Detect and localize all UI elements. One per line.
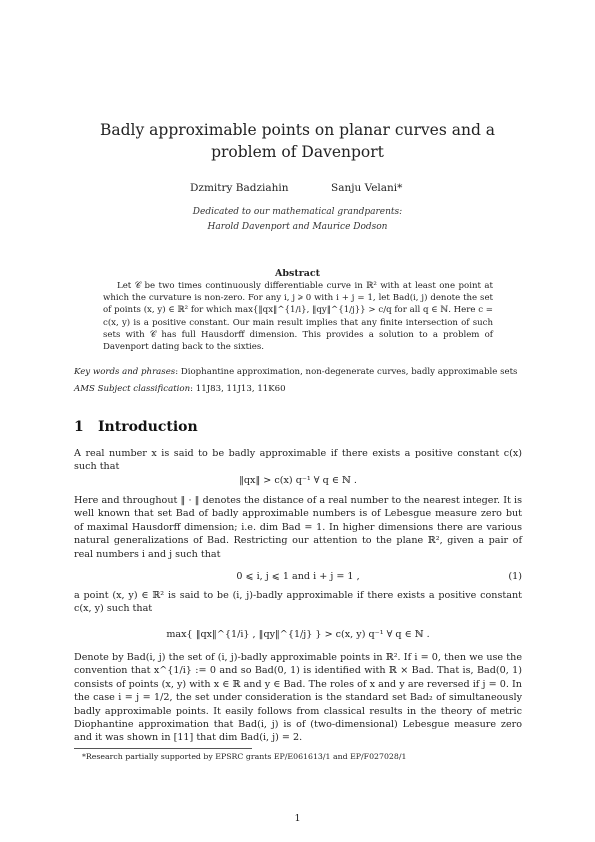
keywords xyxy=(74,367,524,377)
dedication-line-2: Harold Davenport and Maurice Dodson xyxy=(207,222,388,232)
paragraph-1: A real number x is said to be badly approximable if there exists a positive constant c(x) such that xyxy=(74,448,522,473)
paper-title xyxy=(60,119,535,163)
section-heading xyxy=(74,419,198,435)
paragraph-3: a point (x, y) ∈ ℝ² is said to be (i, j)-badly approximable if there exists a positive constant c(x, y) such that xyxy=(74,590,522,615)
ams-label: AMS Subject classification xyxy=(74,384,191,394)
equation-1-body: ‖qx‖ > c(x) q⁻¹ ∀ q ∈ ℕ . xyxy=(239,475,357,486)
author-name: Dzmitry Badziahin xyxy=(190,182,289,194)
section-number: 1 xyxy=(74,419,84,435)
keywords-label: Key words and phrases xyxy=(74,367,176,377)
equation-2-number: (1) xyxy=(508,571,522,582)
section-title: Introduction xyxy=(98,419,198,435)
dedication-line-1: Dedicated to our mathematical grandparents: xyxy=(192,207,403,217)
footnote: *Research partially supported by EPSRC grants EP/E061613/1 and EP/F027028/1 xyxy=(82,752,407,761)
dedication xyxy=(60,205,535,235)
author-name: Sanju Velani* xyxy=(331,182,403,194)
title-line-2: problem of Davenport xyxy=(211,143,384,161)
abstract-heading: Abstract xyxy=(274,268,321,279)
ams-classification xyxy=(74,384,524,394)
equation-2-body: 0 ⩽ i, j ⩽ 1 and i + j = 1 , xyxy=(236,571,360,582)
ams-text: : 11J83, 11J13, 11K60 xyxy=(190,384,286,394)
paragraph-2: Here and throughout ‖ · ‖ denotes the distance of a real number to the nearest integer. It is well known that set Bad of badly approximable numbers is of Lebesgue measure zero but of maximal Hausdorff dimension; i.e. dim Bad = 1. In higher dimensions there are various natural generalizations of Bad. Restricting our attention to the plane ℝ², given a pair of real numbers i and j such that xyxy=(74,495,522,560)
abstract-text: Let 𝒞 be two times continuously differentiable curve in ℝ² with at least one point at which the curvature is non-zero. For any i, j ⩾ 0 with i + j = 1, let Bad(i, j) denote the set of points (x, y) ∈ ℝ² for which max{‖qx‖^{1/i}, ‖qy‖^{1/j}} > c/q for all q ∈ ℕ. Here c = c(x, y) is a positive constant. Our main result implies that any finite intersection of such sets with 𝒞 has full Hausdorff dimension. This provides a solution to a problem of Davenport dating back to the sixties. xyxy=(103,281,493,353)
footnote-rule xyxy=(74,748,252,749)
paragraph-4: Denote by Bad(i, j) the set of (i, j)-badly approximable points in ℝ². If i = 0, then we use the convention that x^{1/i} := 0 and so Bad(0, 1) is identified with ℝ × Bad. That is, Bad(0, 1) consists of points (x, y) with x ∈ ℝ and y ∈ Bad. The roles of x and y are reversed if j = 0. In the case i = j = 1/2, the set under consideration is the standard set Bad₂ of simultaneously badly approximable points. It easily follows from classical results in the theory of metric Diophantine approximation that Bad(i, j) is of (two-dimensional) Lebesgue measure zero and it was shown in [11] that dim Bad(i, j) = 2. xyxy=(74,652,522,744)
title-line-1: Badly approximable points on planar curves and a xyxy=(99,121,496,139)
equation-3-body: max{ ‖qx‖^{1/i} , ‖qy‖^{1/j} } > c(x, y) q⁻¹ ∀ q ∈ ℕ . xyxy=(166,629,430,640)
keywords-text: : Diophantine approximation, non-degenerate curves, badly approximable sets xyxy=(175,367,518,377)
page-number: 1 xyxy=(294,813,301,824)
